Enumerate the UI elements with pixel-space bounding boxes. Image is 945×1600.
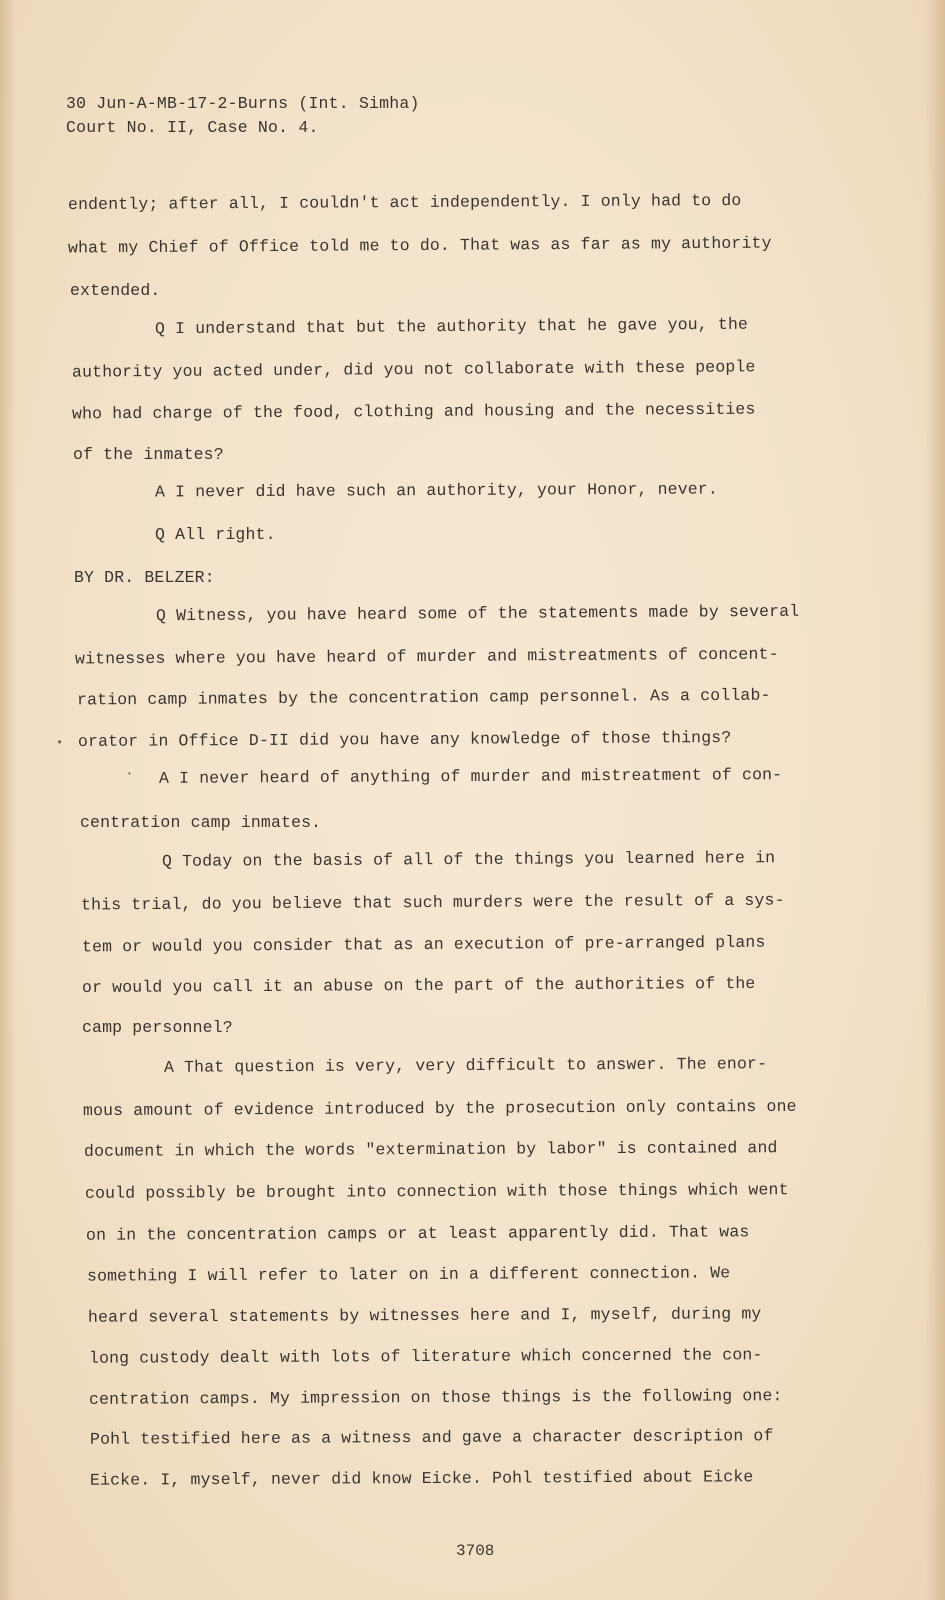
transcript-line: orator in Office D-II did you have any knowledge of those things? (77, 728, 732, 751)
transcript-line: Q Witness, you have heard some of the statements made by several (155, 601, 800, 626)
transcript-line: ration camp inmates by the concentration camp personnel. As a collab- (76, 685, 771, 710)
transcript-line: BY DR. BELZER: (74, 568, 215, 587)
transcript-line: document in which the words "extermination by labor" is contained and (83, 1138, 778, 1161)
transcript-line: centration camp inmates. (80, 813, 322, 832)
transcript-line: endently; after all, I couldn't act independently. I only had to do (67, 190, 742, 215)
transcript-line: heard several statements by witnesses here and I, myself, during my (87, 1304, 762, 1327)
transcript-line: long custody dealt with lots of literature which concerned the con- (88, 1345, 763, 1368)
transcript-line: authority you acted under, did you not collaborate with these people (71, 357, 756, 382)
transcript-line: who had charge of the food, clothing and housing and the necessities (71, 399, 756, 424)
transcript-line: on in the concentration camps or at least apparently did. That was (85, 1222, 750, 1245)
transcript-line: camp personnel? (82, 1018, 233, 1037)
transcript-line: tem or would you consider that as an execution of pre-arranged plans (81, 932, 766, 957)
transcript-line: Eicke. I, myself, never did know Eicke. Pohl testified about Eicke (89, 1467, 754, 1490)
transcript-line: Q Today on the basis of all of the things you learned here in (161, 848, 776, 871)
transcript-line: A That question is very, very difficult to answer. The enor- (163, 1054, 768, 1077)
transcript-line: could possibly be brought into connection with those things which went (84, 1180, 789, 1203)
transcript-line: extended. (70, 281, 161, 300)
transcript-line: mous amount of evidence introduced by the prosecution only contains one (82, 1096, 797, 1121)
transcript-line: witnesses where you have heard of murder and mistreatments of concent- (74, 644, 779, 669)
page-number: 3708 (456, 1542, 495, 1560)
transcript-line: A I never heard of anything of murder and mistreatment of con- (158, 765, 783, 788)
transcript-line: or would you call it an abuse on the part of the authorities of the (81, 973, 756, 998)
transcript-line: A I never did have such an authority, your Honor, never. (154, 479, 718, 502)
margin-dot-mark: • (127, 770, 132, 779)
transcript-line: what my Chief of Office told me to do. That was as far as my authority (67, 233, 772, 258)
transcript-line: Q All right. (155, 525, 276, 544)
transcript-line: Q I understand that but the authority that he gave you, the (154, 314, 749, 339)
transcript-line: centration camps. My impression on those things is the following one: (88, 1386, 783, 1409)
transcript-line: something I will refer to later on in a different connection. We (86, 1263, 731, 1286)
header-case-reference: 30 Jun-A-MB-17-2-Burns (Int. Simha) (66, 94, 420, 113)
transcript-line: this trial, do you believe that such murders were the result of a sys- (80, 890, 785, 915)
transcript-line: Pohl testified here as a witness and gave a character description of (89, 1426, 774, 1449)
margin-dot-mark: • (56, 736, 64, 750)
transcript-line: of the inmates? (73, 445, 224, 464)
header-court-case: Court No. II, Case No. 4. (66, 118, 319, 137)
